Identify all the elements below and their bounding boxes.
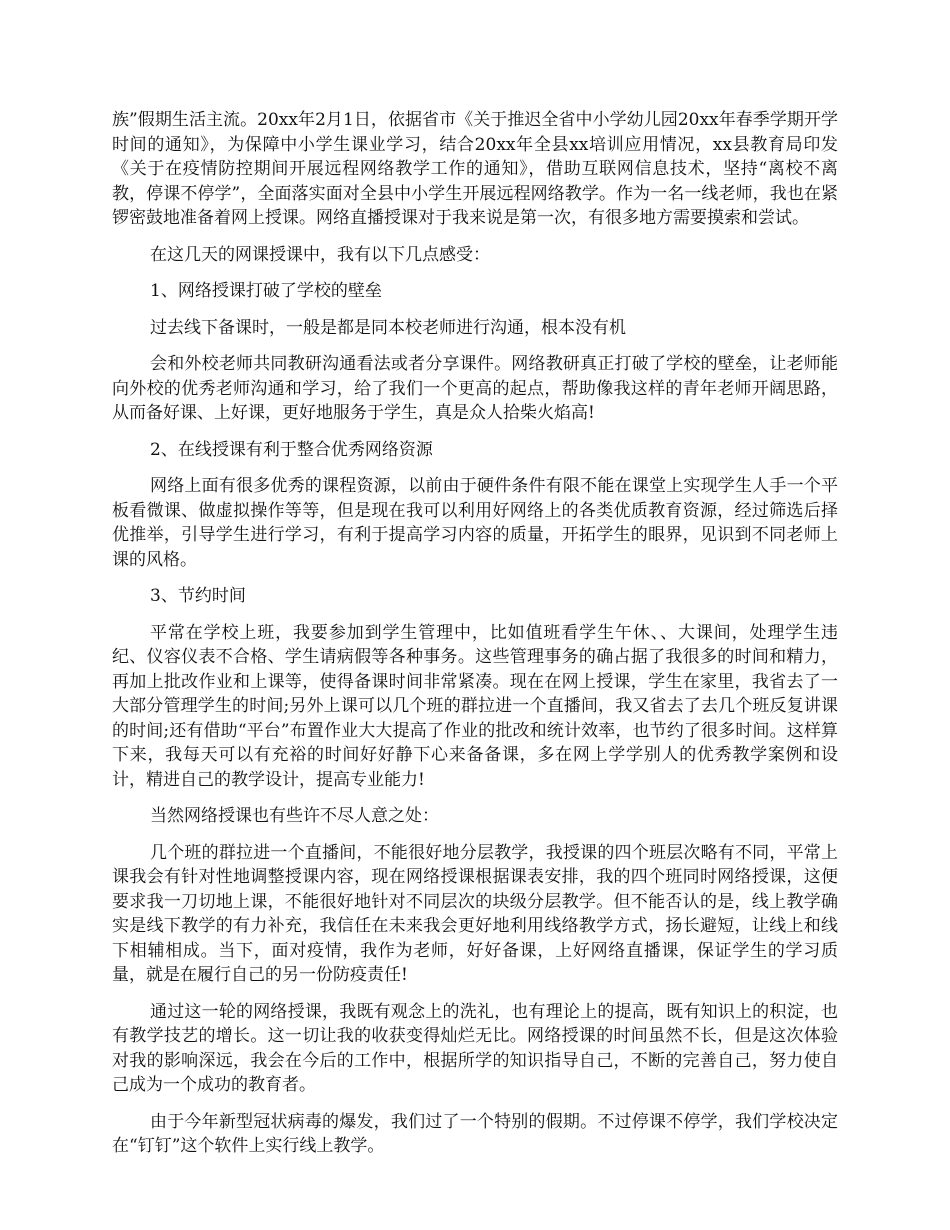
- paragraph-offline-prep: 过去线下备课时，一般是都是同本校老师进行沟通，根本没有机: [150, 317, 626, 338]
- section-heading-1: 1、网络授课打破了学校的壁垒: [150, 281, 382, 301]
- paragraph-save-time: 平常在学校上班，我要参加到学生管理中，比如值班看学生午休、、大课间，处理学生违纪、仪容仪表不合格、学生请病假等各种事务。这些管理事务的确占据了我很多的时间和精力，再加上批改作业和上课等，使得备课时间非常紧凑。现在在网上授课，学生在家里，我省去了一大部分管理学生的时间;另外上课可以几个班的群拉进一个直播间，我又省去了去几个班反复讲课的时间;还有借助“平台”布置作业大大提高了作业的批改和统计效率，也节约了很多时间。这样算下来，我每天可以有充裕的时间好好静下心来备备课，多在网上学学别人的优秀教学案例和设计，精进自己的教学设计，提高专业能力!: [112, 622, 838, 790]
- paragraph-intro: 族”假期生活主流。20xx年2月1日，依据省市《关于推迟全省中小学幼儿园20xx年春季学期开学时间的通知》，为保障中小学生课业学习，结合20xx年全县xx培训应用情况，xx县教育局印发《关于在疫情防控期间开展远程网络教学工作的通知》，借助互联网信息技术，坚持“离校不离教，停课不停学”，全面落实面对全县中小学生开展远程网络教学。作为一名一线老师，我也在紧锣密鼓地准备着网上授课。网络直播授课对于我来说是第一次，有很多地方需要摸索和尝试。: [112, 110, 838, 228]
- paragraph-shortcomings: 几个班的群拉进一个直播间，不能很好地分层教学，我授课的四个班层次略有不同，平常上课我会有针对性地调整授课内容，现在网络授课根据课表安排，我的四个班同时网络授课，这便要求我一刀切地上课，不能很好地针对不同层次的块级分层教学。但不能否认的是，线上教学确实是线下教学的有力补充，我信任在未来我会更好地利用线络教学方式，扬长避短，让线上和线下相辅相成。当下，面对疫情，我作为老师，好好备课，上好网络直播课，保证学生的学习质量，就是在履行自己的另一份防疫责任!: [112, 842, 838, 985]
- paragraph-school-barrier: 会和外校老师共同教研沟通看法或者分享课件。网络教研真正打破了学校的壁垒，让老师能向外校的优秀老师沟通和学习，给了我们一个更高的起点，帮助像我这样的青年老师开阔思路，从而备好课、上好课，更好地服务于学生，真是众人拾柴火焰高!: [112, 354, 838, 423]
- paragraph-background: 由于今年新型冠状病毒的爆发，我们过了一个特别的假期。不过停课不停学，我们学校决定在“钉钉”这个软件上实行线上教学。: [112, 1111, 838, 1156]
- document-page: [112, 108, 838, 1171]
- section-heading-2: 2、在线授课有利于整合优秀网络资源: [150, 439, 433, 460]
- paragraph-shortcomings-intro: 当然网络授课也有些许不尽人意之处：: [150, 806, 439, 826]
- paragraph-network-resources: 网络上面有很多优秀的课程资源，以前由于硬件条件有限不能在课堂上实现学生人手一个平板看微课、做虚拟操作等等，但是现在我可以利用好网络上的各类优质教育资源，经过筛选后择优推举，引导学生进行学习，有利于提高学习内容的质量，开拓学生的眼界，见识到不同老师上课的风格。: [112, 476, 838, 570]
- paragraph-summary: 通过这一轮的网络授课，我既有观念上的洗礼，也有理论上的提高，既有知识上的积淀，也有教学技艺的增长。这一切让我的收获变得灿烂无比。网络授课的时间虽然不长，但是这次体验对我的影响深远，我会在今后的工作中，根据所学的知识指导自己，不断的完善自己，努力使自己成为一个成功的教育者。: [112, 1001, 838, 1095]
- section-heading-3: 3、节约时间: [150, 586, 246, 606]
- paragraph-feelings-intro: 在这几天的网课授课中，我有以下几点感受：: [150, 244, 490, 265]
